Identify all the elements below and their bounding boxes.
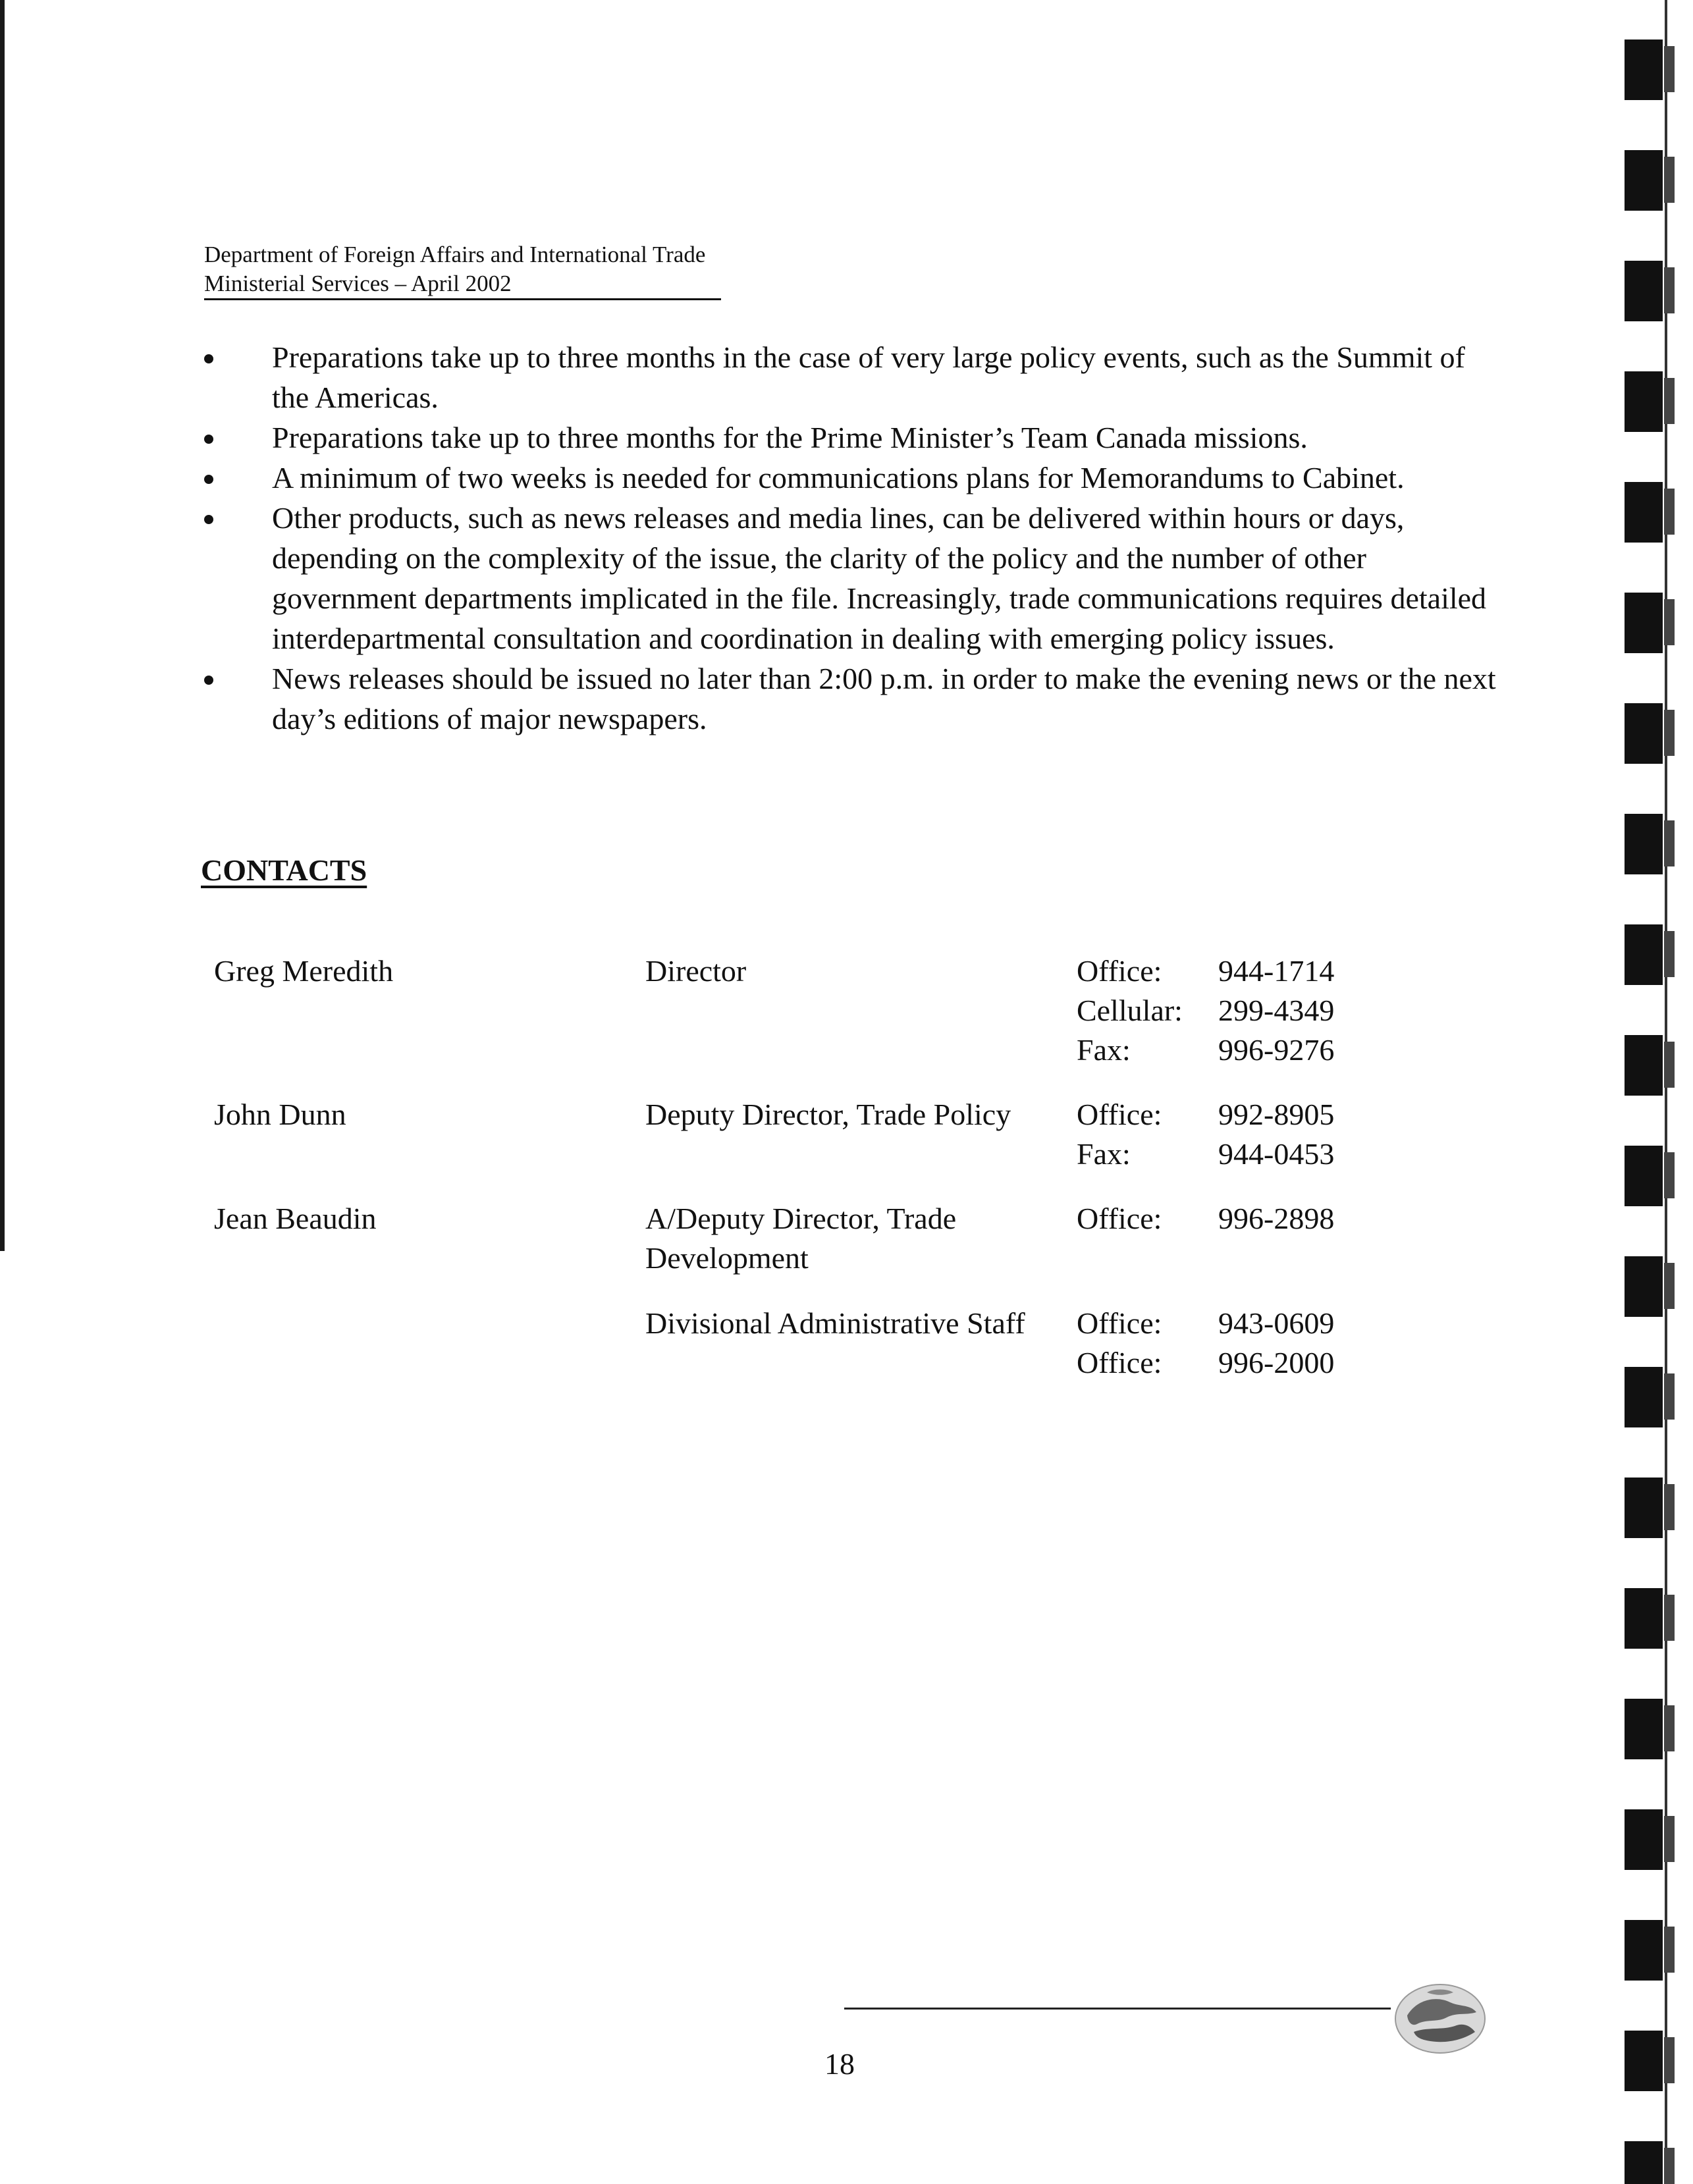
phone-label: Office:	[1077, 1346, 1162, 1379]
binding-loop	[1625, 2141, 1663, 2184]
binding-loop-edge	[1664, 599, 1675, 645]
phone-label: Office:	[1077, 1202, 1162, 1235]
binding-loop	[1625, 1035, 1663, 1096]
bullet-text: Preparations take up to three months for the Prime Minister’s Team Canada missions.	[272, 421, 1308, 454]
phone-number: 944-1714	[1218, 954, 1335, 988]
binding-loop	[1625, 1478, 1663, 1538]
bullet-item	[204, 458, 1508, 498]
binding-loop-edge	[1664, 1816, 1675, 1862]
phone-line	[1077, 1030, 1334, 1070]
bullet-icon	[204, 354, 213, 363]
bullet-text: Preparations take up to three months in the case of very large policy events, such as the Summit of the Americas.	[272, 340, 1465, 414]
phone-number: 996-9276	[1218, 1033, 1335, 1067]
globe-logo-icon	[1391, 1979, 1490, 2058]
binding-loop	[1625, 40, 1663, 100]
binding-loop	[1625, 261, 1663, 321]
binding-loop-edge	[1664, 1152, 1675, 1198]
phone-line	[1077, 991, 1334, 1030]
phone-number: 996-2898	[1218, 1202, 1335, 1235]
bullet-icon	[204, 676, 213, 685]
page-number: 18	[824, 2047, 855, 2081]
bullet-item	[204, 658, 1508, 739]
phone-line	[1077, 1304, 1334, 1343]
scan-left-edge	[0, 0, 5, 1251]
binding-loop-edge	[1664, 1705, 1675, 1751]
binding-loop	[1625, 1699, 1663, 1759]
binding-loop	[1625, 150, 1663, 211]
phone-label: Fax:	[1077, 1137, 1131, 1171]
contact-phones	[1077, 951, 1334, 1070]
binding-loop-edge	[1664, 2148, 1675, 2184]
binding-loop-edge	[1664, 710, 1675, 756]
contact-title: A/Deputy Director, Trade Development	[645, 1202, 957, 1275]
binding-loop	[1625, 1809, 1663, 1870]
phone-line	[1077, 1343, 1334, 1383]
binding-loop	[1625, 1588, 1663, 1649]
phone-label: Fax:	[1077, 1033, 1131, 1067]
phone-line	[1077, 1095, 1334, 1134]
binding-loop	[1625, 703, 1663, 764]
bullet-text: A minimum of two weeks is needed for communications plans for Memorandums to Cabinet.	[272, 461, 1405, 494]
binding-loop-edge	[1664, 46, 1675, 92]
contact-name: John Dunn	[214, 1098, 346, 1131]
binding-loop	[1625, 814, 1663, 874]
binding-loop-edge	[1664, 1042, 1675, 1088]
binding-loop	[1625, 1367, 1663, 1427]
phone-label: Office:	[1077, 954, 1162, 988]
contact-phones	[1077, 1199, 1334, 1238]
binding-loop	[1625, 1920, 1663, 1981]
binding-loop	[1625, 1146, 1663, 1206]
bullet-item	[204, 337, 1508, 417]
binding-loop	[1625, 924, 1663, 985]
binding-loop-edge	[1664, 1595, 1675, 1641]
bullet-text: News releases should be issued no later than 2:00 p.m. in order to make the evening news or the next day’s editions of major newspapers.	[272, 662, 1496, 735]
binding-loop-edge	[1664, 931, 1675, 977]
phone-label: Cellular:	[1077, 994, 1183, 1027]
contact-phones	[1077, 1304, 1334, 1383]
binding-loop-edge	[1664, 378, 1675, 424]
phone-label: Office:	[1077, 1098, 1162, 1131]
bullet-text: Other products, such as news releases and media lines, can be delivered within hours or days, depending on the complexity of the issue, the clarity of the policy and the number of other government departments implicated in the file. Increasingly, trade communications requires detailed interdepartmental consultation and coordination in dealing with emerging policy issues.	[272, 501, 1487, 655]
binding-loop	[1625, 1256, 1663, 1317]
contact-title: Director	[645, 954, 747, 988]
timeline-bullet-list	[204, 337, 1508, 739]
binding-loop-edge	[1664, 1927, 1675, 1973]
binding-loop-edge	[1664, 157, 1675, 203]
header-section-date: Ministerial Services – April 2002	[204, 269, 721, 300]
phone-number: 992-8905	[1218, 1098, 1335, 1131]
phone-line	[1077, 1199, 1334, 1238]
binding-loop	[1625, 371, 1663, 432]
contact-phones	[1077, 1095, 1334, 1174]
binding-loop	[1625, 482, 1663, 543]
bullet-item	[204, 417, 1508, 458]
spiral-binding	[1617, 0, 1693, 2184]
phone-number: 996-2000	[1218, 1346, 1335, 1379]
phone-label: Office:	[1077, 1306, 1162, 1340]
binding-loop-edge	[1664, 1263, 1675, 1309]
binding-loop	[1625, 2031, 1663, 2091]
binding-loop-edge	[1664, 267, 1675, 313]
phone-number: 299-4349	[1218, 994, 1335, 1027]
binding-loop-edge	[1664, 1484, 1675, 1530]
contacts-heading: CONTACTS	[201, 853, 367, 887]
contact-name: Greg Meredith	[214, 954, 394, 988]
phone-number: 943-0609	[1218, 1306, 1335, 1340]
bullet-item	[204, 498, 1508, 658]
binding-loop-edge	[1664, 2037, 1675, 2083]
document-header	[204, 240, 721, 300]
binding-loop	[1625, 593, 1663, 653]
bullet-icon	[204, 515, 213, 524]
binding-loop-edge	[1664, 1373, 1675, 1420]
binding-loop-edge	[1664, 820, 1675, 866]
contact-title: Divisional Administrative Staff	[645, 1306, 1025, 1340]
bullet-icon	[204, 435, 213, 444]
phone-line	[1077, 951, 1334, 991]
contact-name: Jean Beaudin	[214, 1202, 377, 1235]
phone-line	[1077, 1134, 1334, 1174]
footer-rule	[844, 2008, 1391, 2010]
header-department: Department of Foreign Affairs and International Trade	[204, 242, 706, 267]
phone-number: 944-0453	[1218, 1137, 1335, 1171]
contact-title: Deputy Director, Trade Policy	[645, 1098, 1011, 1131]
binding-loop-edge	[1664, 489, 1675, 535]
bullet-icon	[204, 475, 213, 484]
